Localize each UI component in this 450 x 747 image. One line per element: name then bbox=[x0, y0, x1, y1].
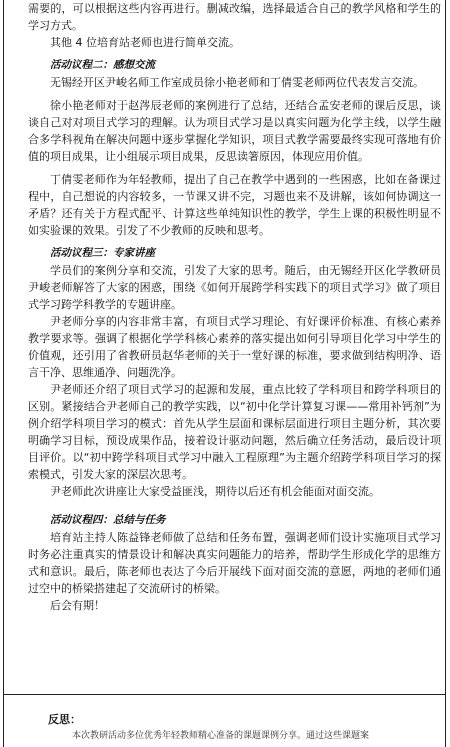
agenda-heading-3: 活动议程三：专家讲座 bbox=[50, 247, 155, 259]
paragraph-ding-questions: 丁倩雯老师作为年轻教师，提出了自己在教学中遇到的一些困惑，比如在备课过程中，自己想说的内容较多，一节课又讲不完，习题也来不及讲解，该如何协调这一矛盾？还有关于方程式配平、计算这些单纯知识性的教学，学生上课的积极性明显不如实验课的效果。引发了不少教师的反映和思考。 bbox=[28, 173, 441, 237]
paragraph-farewell: 后会有期！ bbox=[50, 599, 105, 612]
paragraph-yin-projects: 尹老师还介绍了项目式学习的起源和发展，重点比较了学科项目和跨学科项目的区别。紧接结合尹老师自己的教学实践，以“初中化学计算复习课——常用补钙剂”为例介绍学科项目学习的模式：首先从学生层面和课标层面进行项目主题分析，其次要明确学习目标，预设成果作品，接着设计驱动问题，然后确立任务活动，最后设计项目评价。以“初中跨学科项目式学习中融入工程原理”为主题介绍跨学科项目学习的探索模式，引发大家的深层次思考。 bbox=[28, 383, 441, 481]
paragraph-yin-closing: 尹老师此次讲座让大家受益匪浅，期待以后还有机会能面对面交流。 bbox=[50, 485, 380, 498]
paragraph-yin-content: 尹老师分享的内容非常丰富，有项目式学习理论、有好课评价标准、有核心素养教学要求等。强调了根据化学学科核心素养的落实提出如何引导项目化学习中学生的价值观，还引用了省教研员赵华老师的关于一堂好课的标准，要求做到结构明净、语言干净、思维通净、问题洗净。 bbox=[28, 315, 441, 379]
paragraph-chen-summary: 培育站主持人陈益锋老师做了总结和任务布置，强调老师们设计实施项目式学习时务必注重真实的情景设计和解决真实问题能力的培养，帮助学生形成化学的思维方式和意识。最后，陈老师也表达了今后开展线下面对面交流的意愿，两地的老师们通过空中的桥梁搭建起了交流研讨的桥梁。 bbox=[28, 531, 441, 595]
reflection-heading: 反思： bbox=[48, 713, 81, 726]
agenda-heading-4: 活动议程四：总结与任务 bbox=[50, 514, 166, 526]
reflection-body: 本次教研活动多位优秀年轻教师精心准备的课题课例分享。通过这些课题案 bbox=[72, 731, 370, 741]
paragraph-speakers: 无锡经开区尹峻名师工作室成员徐小艳老师和丁倩雯老师两位代表发言交流。 bbox=[50, 76, 424, 89]
reflection-cell bbox=[3, 695, 446, 747]
agenda-heading-2: 活动议程二：感想交流 bbox=[50, 59, 155, 71]
paragraph-expert-lecture: 学员们的案例分享和交流，引发了大家的思考。随后，由无锡经开区化学教研员尹峻老师解答了大家的困惑，围绕《如何开展跨学科实践下的项目式学习》做了项目式学习跨学科教学的专题讲座。 bbox=[28, 264, 441, 311]
paragraph-exchange: 其他 4 位培育站老师也进行简单交流。 bbox=[50, 36, 240, 49]
paragraph-xu-summary: 徐小艳老师对于赵涔辰老师的案例进行了总结，还结合孟安老师的课后反思，谈谈自己对对项目式学习的理解。认为项目式学习是以真实问题为化学主线，以学生融合多学科视角在解决问题中逐步掌握化学知识，项目式教学需要最终实现可落地有价值的项目成果，让小组展示项目成果，反思读箸原因，体现应用价值。 bbox=[28, 99, 441, 163]
activity-content-cell bbox=[3, 0, 446, 695]
paragraph-intro: 需要的，可以根据这些内容再进行。删减改编，选择最适合自己的教学风格和学生的学习方式。 bbox=[28, 2, 441, 32]
